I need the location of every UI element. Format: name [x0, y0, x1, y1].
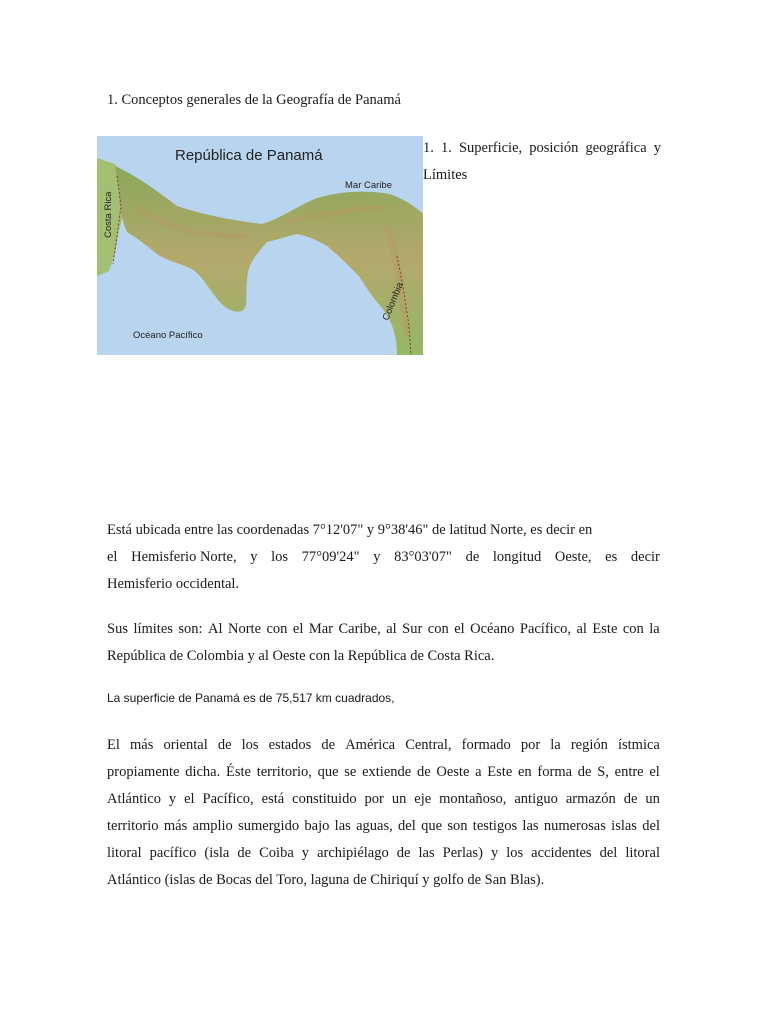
word: las — [418, 845, 435, 861]
word: que — [317, 764, 339, 780]
word: límites — [133, 621, 173, 637]
word: ístmica — [617, 737, 660, 753]
para2-line1 — [107, 621, 660, 638]
map-label-colombia: Colombia — [380, 280, 406, 323]
word: de — [321, 737, 336, 753]
word: montañoso, — [439, 791, 507, 807]
map-title: República de Panamá — [175, 147, 323, 164]
word: Atlántico — [107, 791, 161, 807]
word: el — [107, 549, 118, 565]
word: armazón — [565, 791, 616, 807]
word: del — [398, 818, 416, 834]
word: al — [386, 621, 397, 637]
word: con — [622, 621, 644, 637]
word: El — [107, 737, 120, 753]
word: oriental — [163, 737, 208, 753]
word: por — [364, 791, 384, 807]
word: 83°03'07" — [394, 549, 452, 565]
word: aguas, — [356, 818, 393, 834]
word: accidentes — [531, 845, 592, 861]
word: un — [391, 791, 407, 807]
word: y — [490, 845, 499, 861]
word: América — [345, 737, 396, 753]
map-label-costa-rica: Costa Rica — [103, 191, 114, 238]
word: con — [266, 621, 288, 637]
word: litoral — [625, 845, 660, 861]
para4-line5 — [107, 845, 660, 862]
word: estados — [268, 737, 312, 753]
word: los — [271, 549, 289, 565]
word: los — [241, 737, 259, 753]
word: Hemisferio Norte, — [131, 549, 237, 565]
word: Pacífico, — [202, 791, 254, 807]
para2-line2: República de Colombia y al Oeste con la República de Costa Rica. — [107, 648, 495, 664]
word: Perlas) — [442, 845, 483, 861]
word: numerosas — [543, 818, 606, 834]
word: las — [522, 818, 539, 834]
word: Éste — [225, 764, 251, 780]
word: propiamente — [107, 764, 180, 780]
word: los — [506, 845, 524, 861]
word: al — [576, 621, 587, 637]
word: las — [334, 818, 351, 834]
section-heading: 1. Conceptos generales de la Geografía de Panamá — [107, 92, 401, 108]
word: bajo — [304, 818, 330, 834]
word: sumergido — [238, 818, 300, 834]
word: a — [475, 764, 482, 780]
word: S, — [597, 764, 609, 780]
para1-line1: Está ubicada entre las coordenadas 7°12'07" y 9°38'46" de latitud Norte, es decir en — [107, 522, 593, 538]
para4-line4 — [107, 818, 660, 835]
word: y — [250, 549, 258, 565]
word: y — [168, 791, 177, 807]
word: está — [261, 791, 285, 807]
word: la — [550, 737, 561, 753]
word: del — [599, 845, 618, 861]
word: de — [577, 764, 592, 780]
word: de — [465, 549, 480, 565]
word: antiguo — [514, 791, 558, 807]
word: el — [649, 764, 660, 780]
word: 77°09'24" — [301, 549, 360, 565]
word: en — [518, 764, 532, 780]
word: Caribe, — [338, 621, 381, 637]
para1-line3: Hemisferio occidental. — [107, 576, 240, 592]
word: y — [373, 549, 381, 565]
word: de — [396, 845, 411, 861]
word: (isla — [204, 845, 230, 861]
word: Oeste — [436, 764, 470, 780]
word: más — [163, 818, 188, 834]
word: de — [237, 845, 252, 861]
word: la — [649, 621, 660, 637]
para4-line1 — [107, 737, 660, 754]
word: Central, — [405, 737, 452, 753]
word: Al — [208, 621, 223, 637]
word: Este — [487, 764, 513, 780]
word: archipiélago — [317, 845, 389, 861]
word: de — [416, 764, 431, 780]
word: el — [292, 621, 304, 637]
word: decir — [630, 549, 660, 565]
word: Oeste, — [554, 549, 592, 565]
word: Coiba — [259, 845, 294, 861]
word: Océano — [470, 621, 515, 637]
panama-map — [97, 136, 423, 355]
word: territorio — [107, 818, 159, 834]
word: se — [344, 764, 357, 780]
word: dicha. — [185, 764, 221, 780]
surface-note: La superficie de Panamá es de 75,517 km cuadrados, — [107, 691, 395, 705]
word: pacífico — [149, 845, 197, 861]
word: un — [645, 791, 660, 807]
word: Sur — [402, 621, 423, 637]
word: del — [642, 818, 660, 834]
word: testigos — [472, 818, 518, 834]
word: el — [184, 791, 195, 807]
word: longitud — [492, 549, 542, 565]
word: Sus — [107, 621, 128, 637]
word: forma — [537, 764, 573, 780]
para1-line2 — [107, 549, 660, 566]
word: Mar — [308, 621, 333, 637]
word: son — [447, 818, 468, 834]
word: formado — [461, 737, 511, 753]
word: Pacífico, — [519, 621, 572, 637]
word: por — [520, 737, 541, 753]
word: es — [605, 549, 618, 565]
word: islas — [611, 818, 637, 834]
word: son: — [178, 621, 203, 637]
word: amplio — [192, 818, 233, 834]
word: entre — [614, 764, 644, 780]
word: y — [301, 845, 310, 861]
word: territorio, — [256, 764, 312, 780]
word: litoral — [107, 845, 142, 861]
word: extiende — [362, 764, 412, 780]
map-label-mar-caribe: Mar Caribe — [345, 180, 392, 191]
word: Norte — [228, 621, 262, 637]
para4-line3 — [107, 791, 660, 808]
word: el — [454, 621, 465, 637]
map-label-oceano: Océano Pacífico — [133, 330, 203, 341]
para4-line6: Atlántico (islas de Bocas del Toro, laguna de Chiriquí y golfo de San Blas). — [107, 872, 545, 888]
word: región — [570, 737, 608, 753]
para4-line2 — [107, 764, 660, 781]
word: de — [623, 791, 638, 807]
word: más — [129, 737, 154, 753]
word: eje — [414, 791, 432, 807]
word: Este — [592, 621, 618, 637]
word: de — [217, 737, 232, 753]
subheading: 1. 1. Superficie, posición geográfica y Límites — [423, 140, 661, 183]
word: con — [427, 621, 449, 637]
word: que — [421, 818, 443, 834]
word: constituido — [292, 791, 357, 807]
